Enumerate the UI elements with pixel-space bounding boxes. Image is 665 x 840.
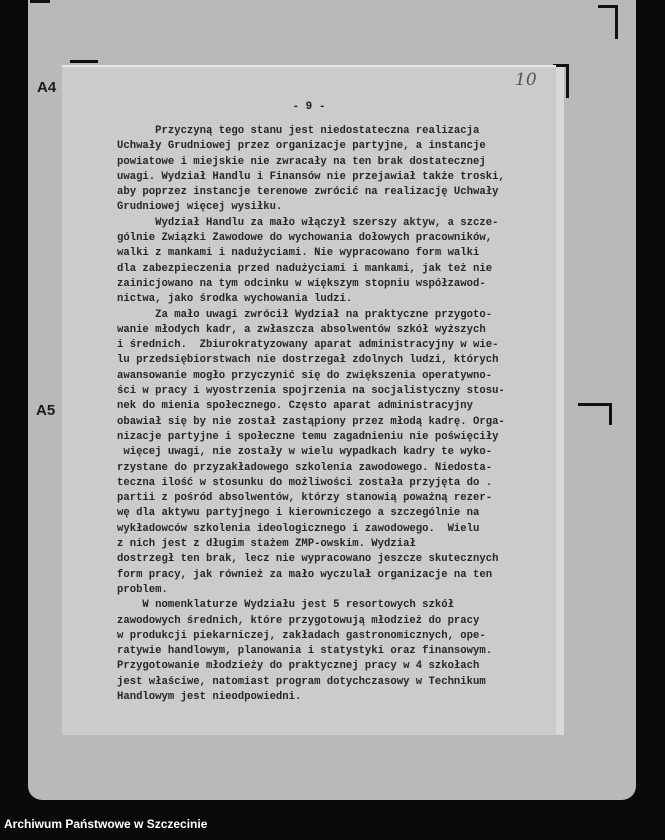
document-text bbox=[117, 124, 527, 705]
text-line: dostrzegł ten brak, lecz nie wypracowano jeszcze skutecznych bbox=[117, 553, 499, 566]
corner-mark bbox=[30, 0, 50, 3]
text-line: gólnie Związki Zawodowe do wychowania dołowych pracowników, bbox=[117, 232, 493, 245]
text-line: w produkcji piekarniczej, zakładach gastronomicznych, ope- bbox=[117, 629, 486, 642]
text-line: walki z mankami i nadużyciami. Nie wypracowano form walki bbox=[117, 247, 480, 260]
text-line: Uchwały Grudniowej przez organizacje partyjne, a instancje bbox=[117, 140, 486, 153]
paper-edge bbox=[555, 67, 564, 735]
text-line: zawodowych średnich, które przygotowują młodzież do pracy bbox=[117, 614, 480, 627]
size-label-a4: A4 bbox=[37, 79, 57, 96]
text-line: rzystane do przyzakładowego szkolenia zawodowego. Niedosta- bbox=[117, 461, 493, 474]
text-line: W nomenklaturze Wydziału jest 5 resortowych szkół bbox=[117, 599, 454, 612]
text-line: uwagi. Wydział Handlu i Finansów nie przejawiał także troski, bbox=[117, 170, 505, 183]
text-line: z nich jest z długim stażem ZMP-owskim. Wydział bbox=[117, 538, 416, 551]
text-line: aby poprzez instancje terenowe zwrócić na realizację Uchwały bbox=[117, 186, 499, 199]
corner-mark bbox=[609, 403, 612, 425]
corner-mark bbox=[615, 5, 618, 39]
page-number: - 9 - bbox=[292, 101, 326, 113]
text-line: Przygotowanie młodzieży do praktycznej pracy w 4 szkołach bbox=[117, 660, 480, 673]
text-line: zainicjowano na tym odcinku w większym stopniu współzawod- bbox=[117, 277, 486, 290]
text-line: dla zabezpieczenia przed nadużyciami i mankami, jak też nie bbox=[117, 262, 493, 275]
text-line: Handlowym jest nieodpowiedni. bbox=[117, 690, 302, 703]
text-line: lu przedsiębiorstwach nie dostrzegał zdolnych ludzi, których bbox=[117, 354, 499, 367]
corner-mark bbox=[566, 64, 569, 98]
text-line: obawiał się by nie został zastąpiony przez młodą kadrę. Orga- bbox=[117, 415, 505, 428]
text-line: ratywie handlowym, planowania i statystyki oraz finansowym. bbox=[117, 645, 493, 658]
corner-mark bbox=[70, 60, 98, 63]
text-line: i średnich. Zbiurokratyzowany aparat administracyjny w wie- bbox=[117, 339, 499, 352]
text-line: teczna ilość w stosunku do możliwości została przyjęta do . bbox=[117, 476, 493, 489]
text-line: Przyczyną tego stanu jest niedostateczna realizacja bbox=[117, 125, 480, 137]
text-line: powiatowe i miejskie nie zwracały na ten brak dostatecznej bbox=[117, 155, 486, 168]
text-line: więcej uwagi, nie zostały w wielu wypadkach kadry te wyko- bbox=[117, 446, 493, 459]
text-line: jest właściwe, natomiast program dotychczasowy w Technikum bbox=[117, 675, 486, 688]
size-label-a5: A5 bbox=[36, 402, 56, 419]
text-line: problem. bbox=[117, 583, 168, 596]
text-line: Grudniowej więcej wysiłku. bbox=[117, 201, 283, 214]
folio-number: 10 bbox=[515, 70, 537, 90]
text-line: awansowanie mogło przyczynić się do zwiększenia operatywno- bbox=[117, 369, 493, 382]
text-line: wę dla aktywu partyjnego i kierowniczego a szczególnie na bbox=[117, 507, 480, 520]
document-page bbox=[62, 67, 556, 735]
archive-footer: Archiwum Państwowe w Szczecinie bbox=[4, 817, 208, 831]
corner-mark bbox=[578, 403, 612, 406]
text-line: form pracy, jak również za mało wyczulał organizacje na ten bbox=[117, 568, 493, 581]
text-line: wykładowców szkolenia ideologicznego i zawodowego. Wielu bbox=[117, 522, 480, 535]
text-line: wanie młodych kadr, a zwłaszcza absolwentów szkół wyższych bbox=[117, 323, 486, 336]
text-line: nek do mienia społecznego. Często aparat administracyjny bbox=[117, 400, 474, 413]
text-line: Wydział Handlu za mało włączył szerszy aktyw, a szcze- bbox=[117, 216, 499, 229]
text-line: partii z pośród absolwentów, którzy stanowią poważną rezer- bbox=[117, 492, 493, 505]
text-line: nizacje partyjne i społeczne temu zagadnieniu nie poświęciły bbox=[117, 430, 499, 443]
text-line: ści w pracy i wyostrzenia spojrzenia na socjalistyczny stosu- bbox=[117, 385, 505, 398]
text-line: nictwa, jako środka wychowania ludzi. bbox=[117, 293, 353, 306]
text-line: Za mało uwagi zwrócił Wydział na praktyczne przygoto- bbox=[117, 308, 493, 321]
